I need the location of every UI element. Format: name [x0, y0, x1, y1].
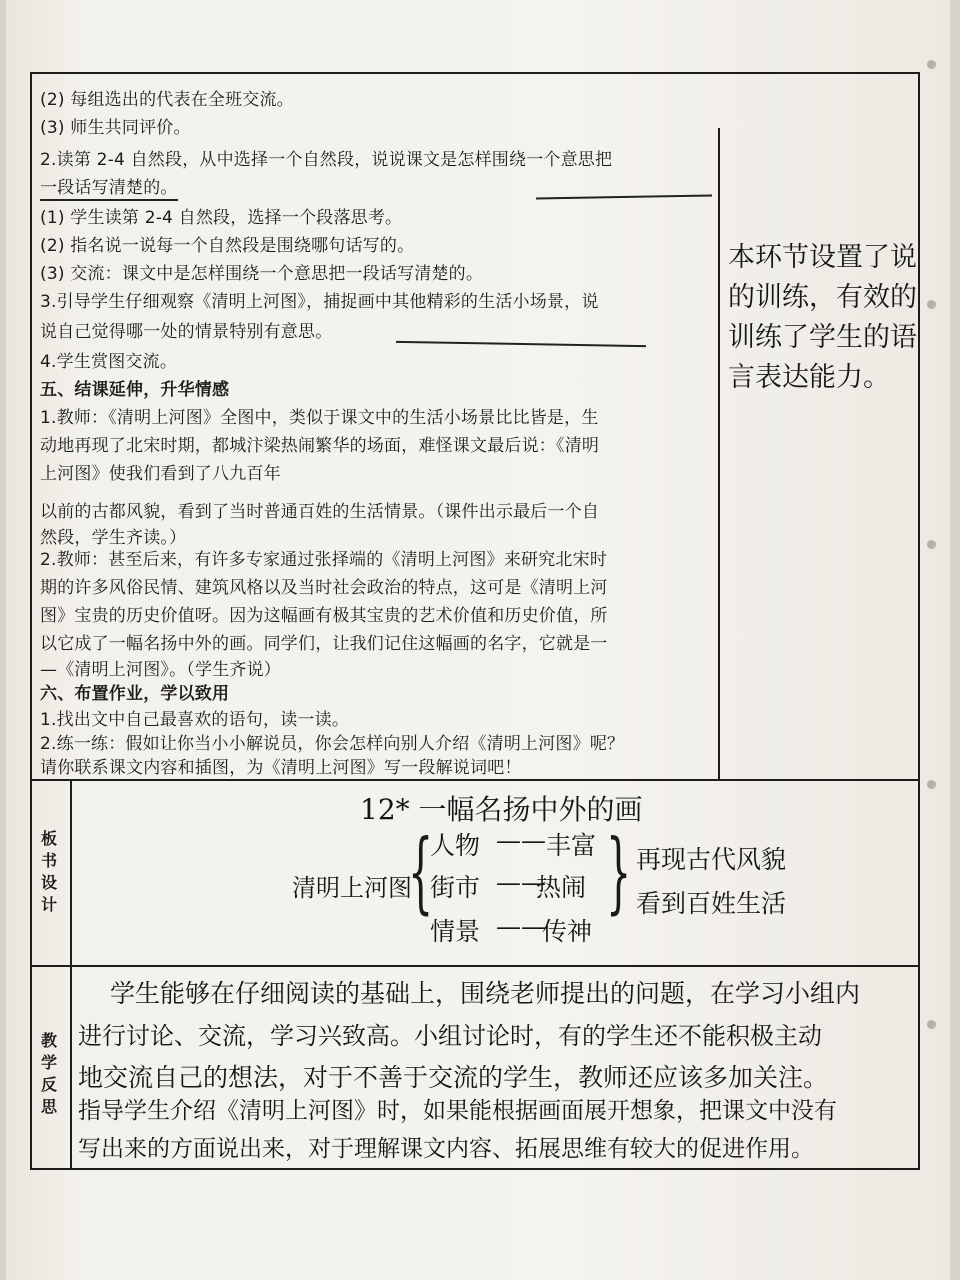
lesson-line: 2.教师：甚至后来，有许多专家通过张择端的《清明上河图》来研究北宋时	[40, 550, 608, 570]
board-subject: 清明上河图	[292, 874, 412, 902]
lesson-line: 请你联系课文内容和插图，为《清明上河图》写一段解说词吧！	[40, 758, 522, 778]
board-conclusion: 看到百姓生活	[636, 889, 787, 918]
board-title: 12* 一幅名扬中外的画	[360, 793, 643, 826]
section-heading: 五、结课延伸，升华情感	[40, 380, 230, 400]
lesson-line: 期的许多风俗民情、建筑风格以及当时社会政治的特点，这可是《清明上河	[40, 578, 608, 598]
board-item-left: 街市	[430, 873, 481, 902]
lesson-line: 上河图》使我们看到了八九百年	[40, 464, 281, 484]
lesson-line: (2) 指名说一说每一个自然段是围绕哪句话写的。	[40, 236, 415, 256]
side-note-line: 本环节设置了说	[728, 242, 917, 273]
lesson-line: 一段话写清楚的。	[40, 178, 178, 198]
board-conclusion: 再现古代风貌	[636, 845, 787, 874]
punch-hole-icon	[927, 300, 936, 309]
worksheet-page	[6, 0, 950, 1280]
lesson-line: 1.找出文中自己最喜欢的语句，读一读。	[40, 710, 350, 730]
lesson-line: 4.学生赏图交流。	[40, 352, 178, 372]
lesson-line: 1.教师：《清明上河图》全图中，类似于课文中的生活小场景比比皆是，生	[40, 408, 599, 428]
binding-holes	[926, 0, 936, 1280]
lesson-line: 说自己觉得哪一处的情景特别有意思。	[40, 322, 333, 342]
lesson-line: (2) 每组选出的代表在全班交流。	[40, 90, 294, 110]
reflection-line: 学生能够在仔细阅读的基础上，围绕老师提出的问题，在学习小组内	[110, 979, 861, 1008]
reflection-line: 写出来的方面说出来，对于理解课文内容、拓展思维有较大的促进作用。	[78, 1136, 814, 1162]
column-divider	[718, 128, 720, 780]
lesson-line: —《清明上河图》。（学生齐说）	[40, 660, 281, 680]
board-item-right: 丰富	[546, 831, 597, 860]
reflection-line: 指导学生介绍《清明上河图》时，如果能根据画面展开想象，把课文中没有	[78, 1098, 837, 1124]
section-heading: 六、布置作业，学以致用	[40, 684, 230, 704]
board-item-right: 传神	[542, 917, 593, 946]
side-note-line: 言表达能力。	[728, 362, 890, 393]
pen-underline	[40, 199, 178, 201]
board-item-left: 人物	[430, 831, 481, 860]
side-note-line: 训练了学生的语	[728, 322, 917, 353]
right-brace-icon: }	[606, 820, 632, 923]
lesson-line: 动地再现了北宋时期，都城汴梁热闹繁华的场面，难怪课文最后说：《清明	[40, 436, 600, 456]
lesson-line: (3) 交流：课文中是怎样围绕一个意思把一段话写清楚的。	[40, 264, 484, 284]
reflection-label: 教学反思	[40, 1031, 57, 1116]
lesson-line: 2.练一练：假如让你当小小解说员，你会怎样向别人介绍《清明上河图》呢？	[40, 734, 625, 754]
row-divider-reflection	[30, 965, 920, 967]
label-column-divider-board	[70, 779, 72, 965]
board-dash: ——	[496, 868, 546, 897]
reflection-line: 进行讨论、交流，学习兴致高。小组讨论时，有的学生还不能积极主动	[78, 1022, 822, 1050]
board-dash: ——	[496, 826, 546, 855]
lesson-line: 3.引导学生仔细观察《清明上河图》，捕捉画中其他精彩的生活小场景，说	[40, 292, 599, 312]
punch-hole-icon	[927, 540, 936, 549]
lesson-line: 以它成了一幅名扬中外的画。同学们，让我们记住这幅画的名字，它就是一	[40, 634, 608, 654]
lesson-line: 然段，学生齐读。）	[40, 528, 187, 548]
reflection-line: 地交流自己的想法，对于不善于交流的学生，教师还应该多加关注。	[78, 1063, 829, 1092]
punch-hole-icon	[927, 1020, 936, 1029]
board-item-left: 情景	[430, 917, 481, 946]
lesson-line: (3) 师生共同评价。	[40, 118, 191, 138]
lesson-line: (1) 学生读第 2-4 自然段，选择一个段落思考。	[40, 208, 403, 228]
board-dash: ——	[496, 912, 546, 941]
label-column-divider-reflection	[70, 965, 72, 1170]
lesson-line: 以前的古都风貌，看到了当时普通百姓的生活情景。（课件出示最后一个自	[40, 502, 600, 522]
board-design-label: 板书设计	[40, 829, 57, 914]
punch-hole-icon	[927, 60, 936, 69]
lesson-line: 2.读第 2-4 自然段，从中选择一个自然段，说说课文是怎样围绕一个意思把	[40, 150, 613, 170]
punch-hole-icon	[927, 780, 936, 789]
lesson-line: 图》宝贵的历史价值呀。因为这幅画有极其宝贵的艺术价值和历史价值，所	[40, 606, 608, 626]
board-item-right: 热闹	[536, 873, 587, 902]
side-note-line: 的训练，有效的	[728, 282, 917, 313]
left-brace-icon: {	[408, 820, 434, 923]
